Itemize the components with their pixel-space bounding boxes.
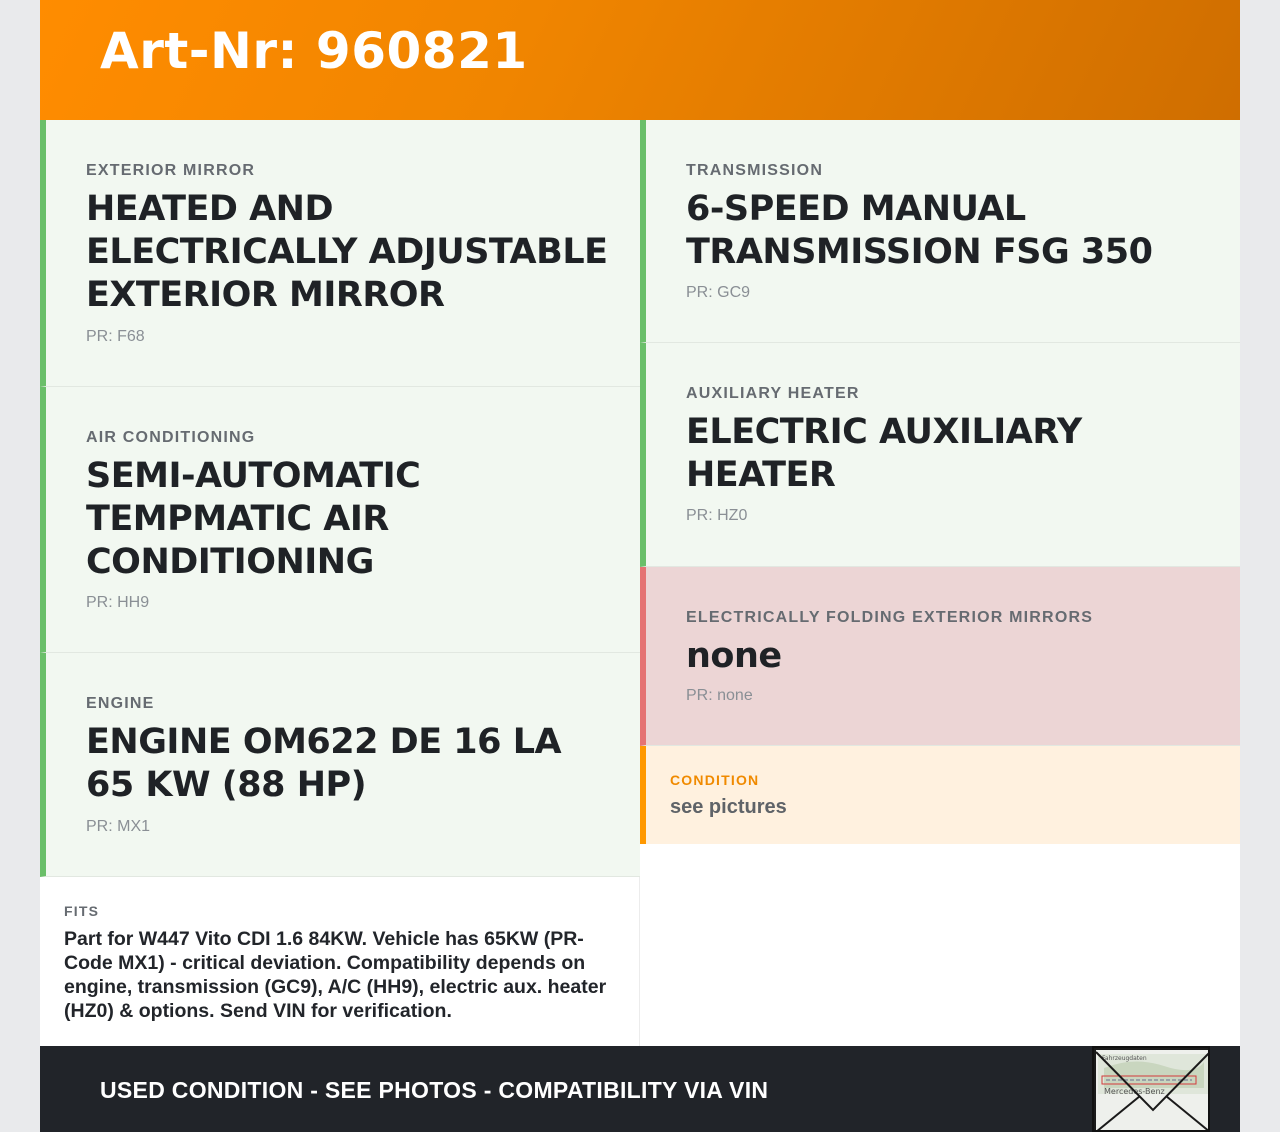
card-value: none [686, 636, 782, 676]
pr-code: PR: F68 [86, 328, 145, 345]
fits-label: FITS [64, 903, 100, 919]
envelope-icon [1094, 1048, 1210, 1132]
card-folding-mirrors [640, 567, 1240, 746]
card-label: EXTERIOR MIRROR [86, 162, 256, 179]
thumbnail-doc-text: Mercedes-Benz [1104, 1087, 1165, 1096]
footer-bar [40, 1046, 1240, 1132]
pr-code: PR: GC9 [686, 284, 751, 301]
card-auxiliary-heater [640, 343, 1240, 567]
header-banner [40, 0, 1240, 120]
thumbnail-doc-title: Fahrzeugdaten [1102, 1055, 1147, 1062]
card-label: TRANSMISSION [686, 162, 824, 179]
page-title: Art-Nr: 960821 [100, 22, 528, 80]
condition-section [640, 746, 1240, 844]
card-transmission [640, 120, 1240, 343]
card-exterior-mirror [40, 120, 640, 387]
card-value: ELECTRIC AUXILIARY HEATER [686, 412, 1082, 495]
product-sheet [40, 0, 1240, 1132]
pr-code: PR: HH9 [86, 594, 150, 611]
card-value: 6-SPEED MANUAL TRANSMISSION FSG 350 [686, 189, 1153, 272]
condition-value: see pictures [670, 796, 787, 818]
fits-text: Part for W447 Vito CDI 1.6 84KW. Vehicle has 65KW (PR-Code MX1) - critical deviation. Compatibility depends on engine, transmission (GC9), A/C (HH9), electric aux. heater (HZ0) & options. Send VIN for verification. [64, 928, 607, 1022]
condition-label: CONDITION [670, 772, 760, 788]
pr-code: PR: none [686, 687, 753, 704]
pr-code: PR: MX1 [86, 818, 151, 835]
card-engine [40, 653, 640, 877]
card-air-conditioning [40, 387, 640, 653]
card-value: HEATED AND ELECTRICALLY ADJUSTABLE EXTERIOR MIRROR [86, 189, 608, 315]
pr-code: PR: HZ0 [686, 507, 748, 524]
card-value: SEMI-AUTOMATIC TEMPMATIC AIR CONDITIONING [86, 456, 421, 582]
card-value: ENGINE OM622 DE 16 LA 65 KW (88 HP) [86, 722, 562, 805]
card-label: ENGINE [86, 695, 155, 712]
vehicle-document-thumbnail[interactable] [1092, 1046, 1210, 1132]
fits-section [40, 877, 640, 1046]
card-label: AUXILIARY HEATER [686, 385, 860, 402]
card-label: ELECTRICALLY FOLDING EXTERIOR MIRRORS [686, 609, 1094, 626]
footer-text: USED CONDITION - SEE PHOTOS - COMPATIBILITY VIA VIN [100, 1077, 769, 1103]
card-label: AIR CONDITIONING [86, 429, 256, 446]
